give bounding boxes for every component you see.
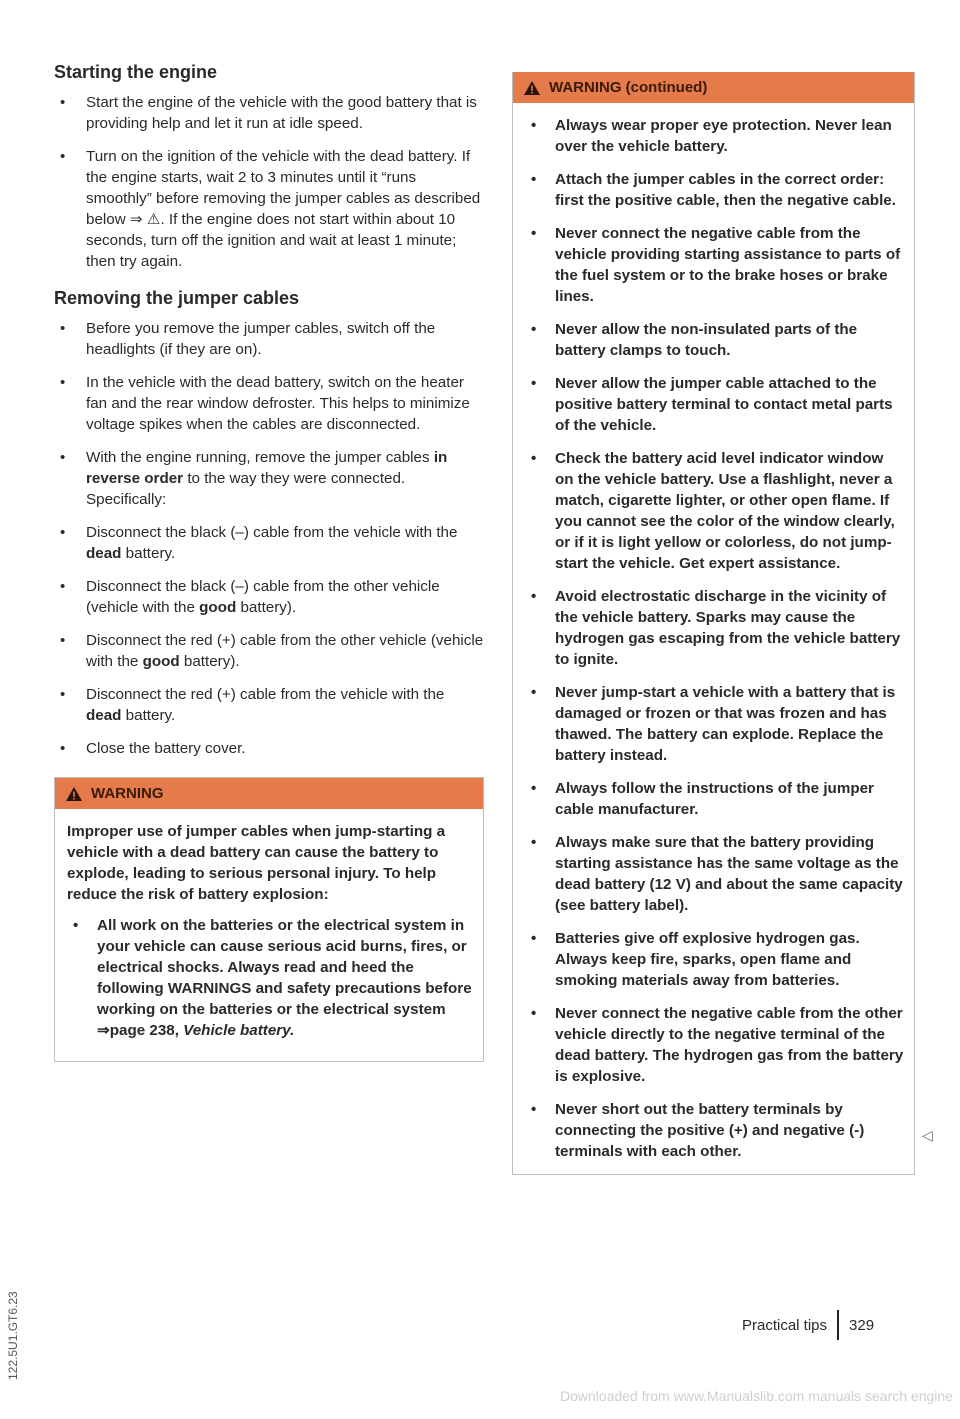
- text: battery.: [121, 545, 176, 562]
- warning-box: [54, 777, 484, 1062]
- document-code: 122.5U1.GT6.23: [6, 1291, 20, 1380]
- list-item: • Avoid electrostatic discharge in the vicinity of the vehicle battery. Sparks may cause the hydrogen gas escaping from the vehicle battery to ignite.: [525, 586, 904, 670]
- emphasis: dead: [86, 545, 122, 562]
- text: Disconnect the black (–) cable from the other vehicle (vehicle with the: [86, 578, 440, 616]
- text: Disconnect the black (–) cable from the vehicle with the: [86, 524, 458, 541]
- list-item: • Never connect the negative cable from the vehicle providing starting assistance to parts of the fuel system or to the brake hoses or brake lines.: [525, 223, 904, 307]
- text: All work on the batteries or the electrical system in your vehicle can cause serious acid burns, fires, or electrical shocks. Always read and heed the following WARNINGS and safety precautions before working on the batteries or the electrical system ⇒page 238,: [97, 917, 472, 1039]
- list-item: • Start the engine of the vehicle with the good battery that is providing help and let it run at idle speed.: [54, 92, 484, 134]
- warning-icon: [65, 786, 83, 802]
- warning-icon: [523, 80, 541, 96]
- text: Disconnect the red (+) cable from the vehicle with the: [86, 686, 445, 703]
- list-item: • Close the battery cover.: [54, 738, 484, 759]
- list-item: • Never jump-start a vehicle with a battery that is damaged or frozen or that was frozen and has thawed. The battery can explode. Replace the battery instead.: [525, 682, 904, 766]
- heading-starting-engine: Starting the engine: [54, 62, 218, 82]
- list-item: [54, 522, 484, 564]
- warning-title: WARNING: [91, 785, 164, 802]
- text: Disconnect the red (+) cable from the other vehicle (vehicle with the: [86, 632, 484, 670]
- right-column: [512, 72, 915, 1175]
- page-footer: [742, 1310, 874, 1340]
- section-name: Practical tips: [742, 1316, 828, 1334]
- text: to the way they were connected. Specifically:: [86, 470, 406, 508]
- warning-header: [513, 72, 914, 103]
- left-column: [54, 62, 484, 1062]
- text: With the engine running, remove the jumper cables: [86, 449, 434, 466]
- warning-intro: Improper use of jumper cables when jump-starting a vehicle with a dead battery can cause the battery to explode, leading to serious personal injury. To help reduce the risk of battery explosion:: [67, 823, 446, 903]
- list-item: • Never connect the negative cable from the other vehicle directly to the negative terminal of the dead battery. The hydrogen gas from the battery is explosive.: [525, 1003, 904, 1087]
- list-item: • Turn on the ignition of the vehicle with the dead battery. If the engine starts, wait 2 to 3 minutes until it “runs smoothly” before removing the jumper cables as described below ⇒ ⚠. If the engine does not start within about 10 seconds, turn off the ignition and wait at least 1 minute; then try again.: [54, 146, 484, 272]
- emphasis: good: [142, 653, 180, 670]
- list-item: • Batteries give off explosive hydrogen gas. Always keep fire, sparks, open flame and smoking materials away from batteries.: [525, 928, 904, 991]
- warning-title: WARNING (continued): [549, 79, 708, 96]
- list-item: • Always wear proper eye protection. Never lean over the vehicle battery.: [525, 115, 904, 157]
- warning-continued-box: [512, 72, 915, 1175]
- footer-divider: [837, 1310, 839, 1340]
- text: battery).: [236, 599, 297, 616]
- warning-body: [55, 809, 483, 1061]
- list-item: • Never allow the non-insulated parts of the battery clamps to touch.: [525, 319, 904, 361]
- text: battery).: [179, 653, 240, 670]
- text: battery.: [121, 707, 176, 724]
- emphasis: in reverse order: [86, 449, 448, 487]
- back-arrow-icon: ◁: [922, 1127, 933, 1143]
- list-item: • Attach the jumper cables in the correct order: first the positive cable, then the negative cable.: [525, 169, 904, 211]
- emphasis: dead: [86, 707, 122, 724]
- list-item: • Before you remove the jumper cables, switch off the headlights (if they are on).: [54, 318, 484, 360]
- warning-body: [513, 103, 914, 1174]
- list-item: • In the vehicle with the dead battery, switch on the heater fan and the rear window defroster. This helps to minimize voltage spikes when the cables are disconnected.: [54, 372, 484, 435]
- list-item: • Never allow the jumper cable attached to the positive battery terminal to contact metal parts of the vehicle.: [525, 373, 904, 436]
- list-item: • Always make sure that the battery providing starting assistance has the same voltage as the dead battery (12 V) and about the same capacity (see battery label).: [525, 832, 904, 916]
- page-number: 329: [849, 1316, 875, 1334]
- list-item: • Check the battery acid level indicator window on the vehicle battery. Use a flashlight, never a match, cigarette lighter, or other open flame. If you cannot see the color of the window clearly, or if it is light yellow or colorless, do not jump-start the vehicle. Get expert assistance.: [525, 448, 904, 574]
- list-item: [67, 915, 473, 1041]
- warning-header: [55, 778, 483, 809]
- list-item: [54, 630, 484, 672]
- watermark: Downloaded from www.Manualslib.com manuals search engine: [560, 1388, 953, 1404]
- list-item: • Always follow the instructions of the jumper cable manufacturer.: [525, 778, 904, 820]
- list-item: [54, 684, 484, 726]
- cross-reference-link[interactable]: Vehicle battery.: [183, 1022, 295, 1039]
- list-item: • Never short out the battery terminals by connecting the positive (+) and negative (-) terminals with each other.: [525, 1099, 904, 1162]
- list-item: [54, 576, 484, 618]
- emphasis: good: [199, 599, 237, 616]
- heading-removing-cables: Removing the jumper cables: [54, 288, 300, 308]
- list-item-reverse-order: [54, 447, 484, 510]
